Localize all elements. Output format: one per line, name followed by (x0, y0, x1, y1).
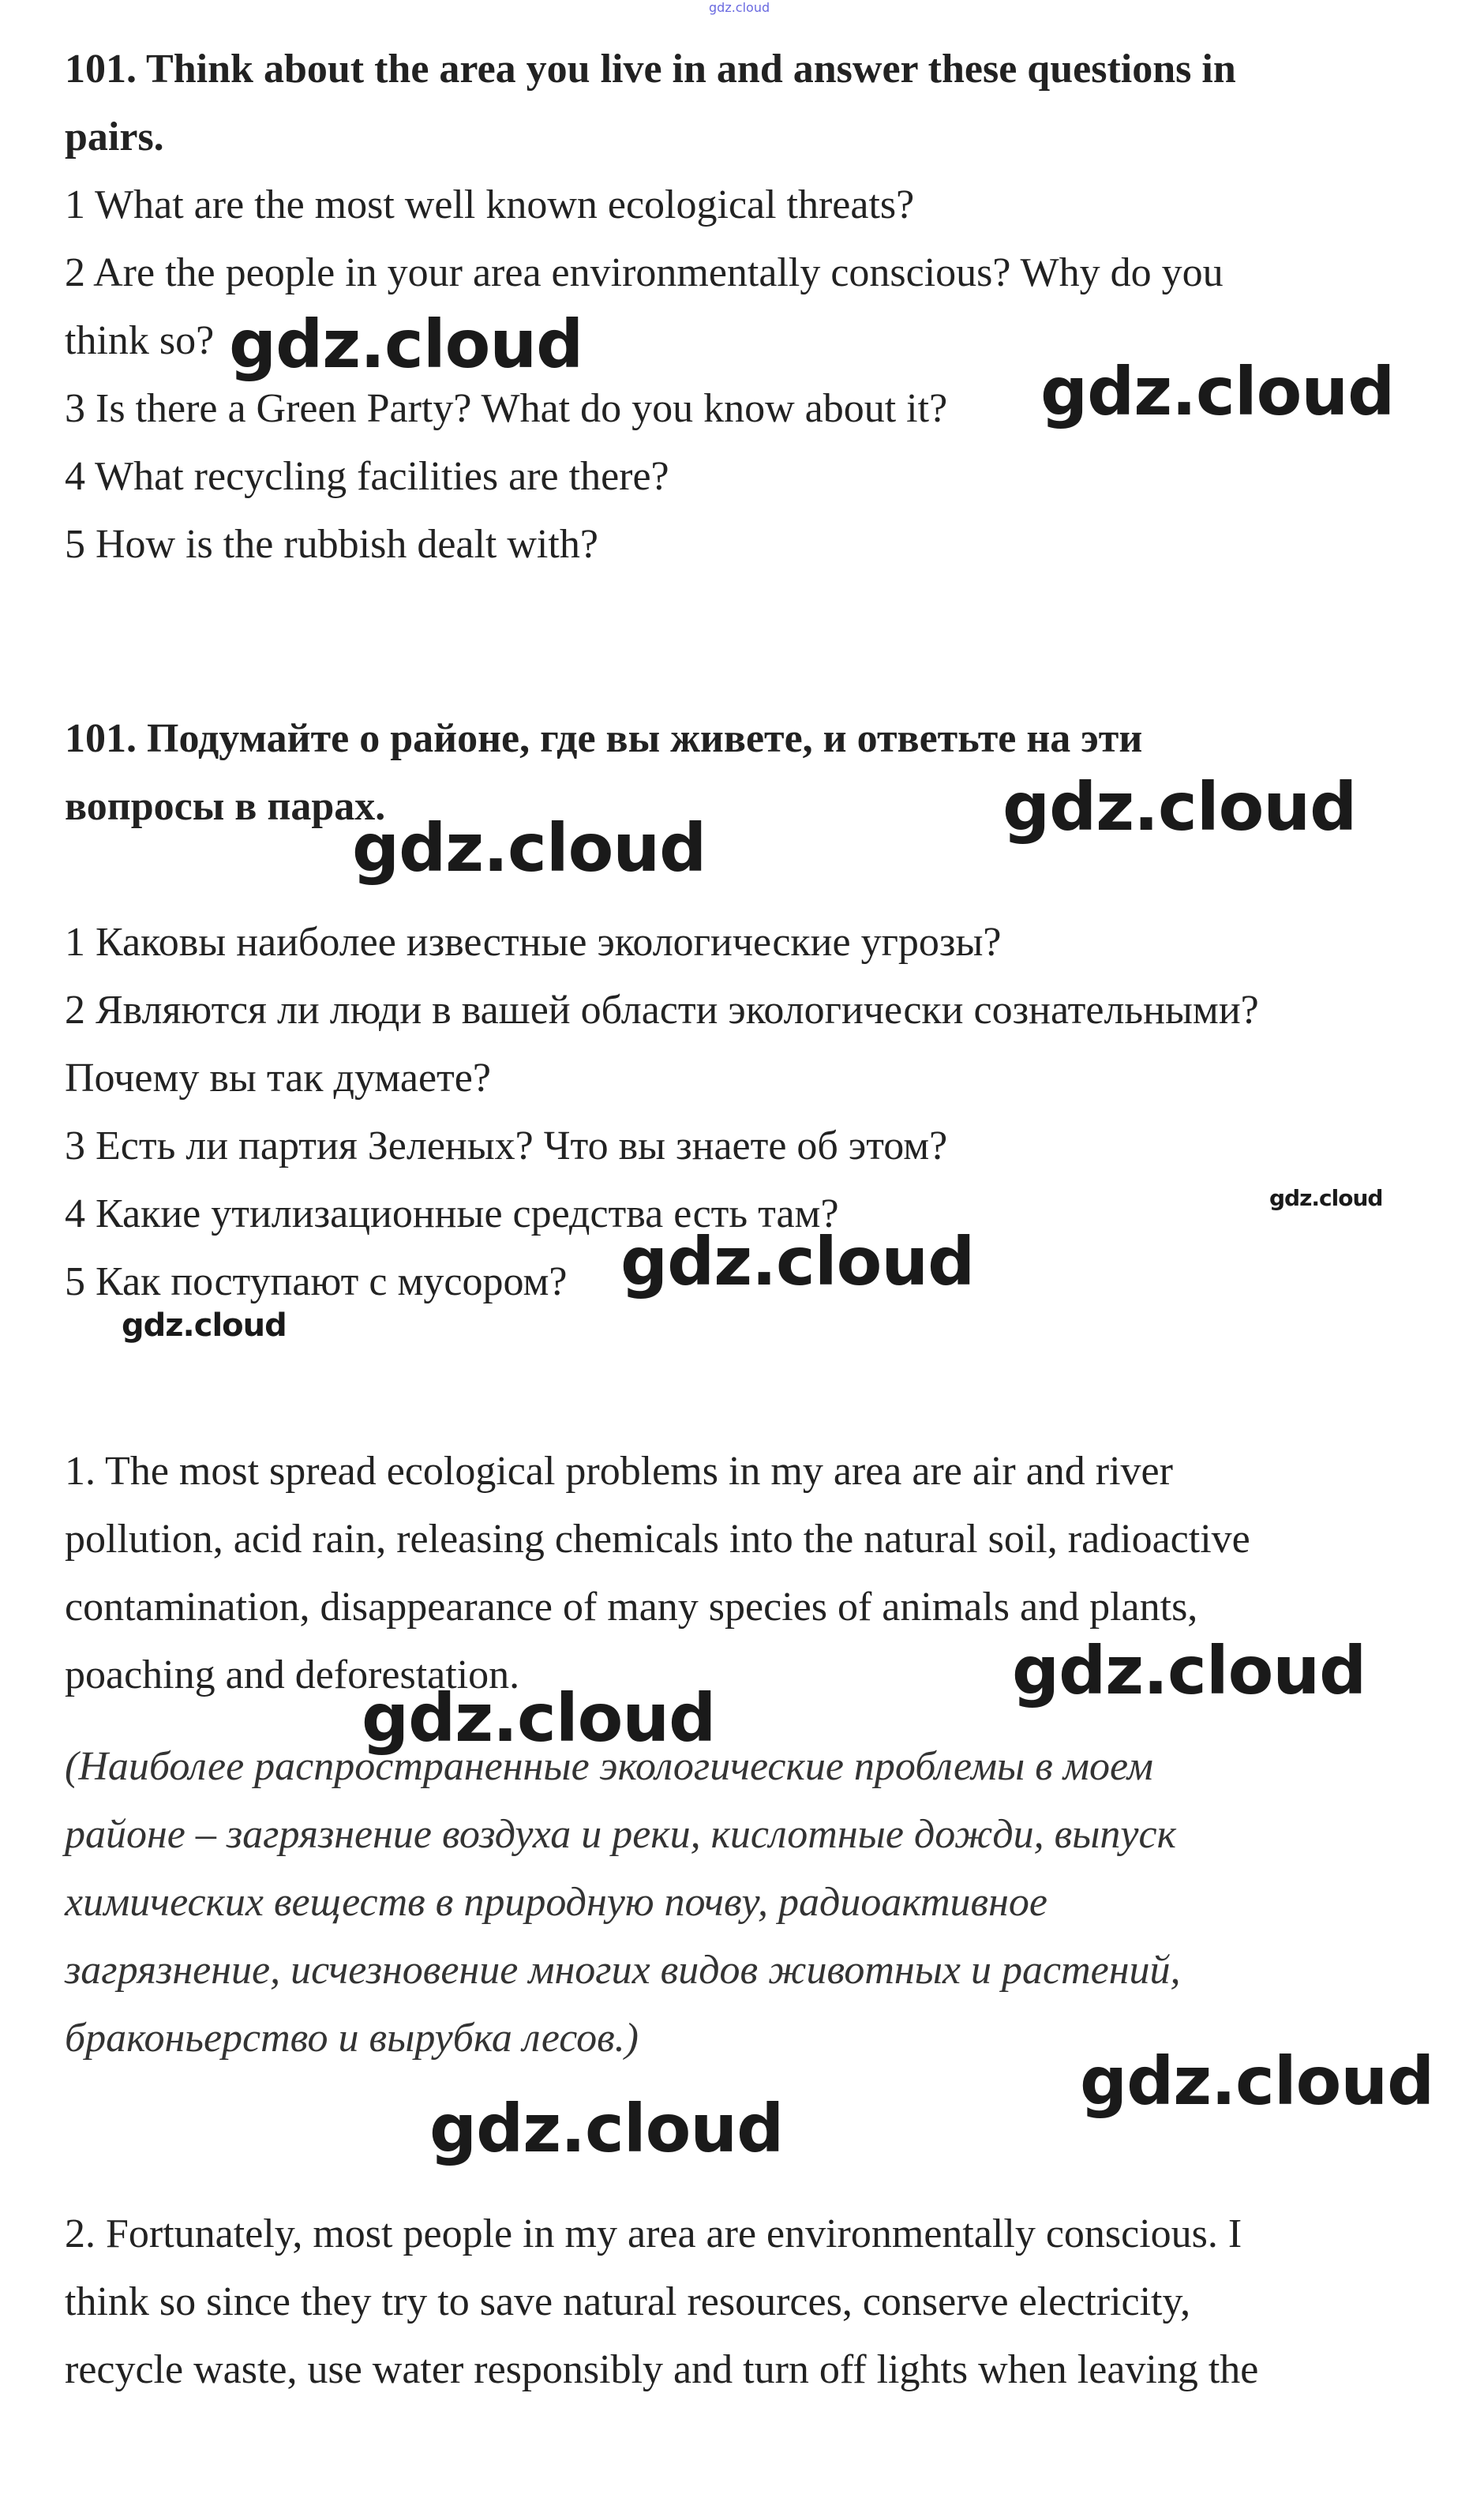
answer2-line3: recycle waste, use water responsibly and turn off lights when leaving the (65, 2347, 1259, 2392)
watermark: gdz.cloud (1012, 1632, 1366, 1709)
question-ru-1: 1 Каковы наиболее известные экологические угрозы? (65, 920, 1002, 965)
watermark: gdz.cloud (1002, 768, 1357, 846)
question-en-1: 1 What are the most well known ecological threats? (65, 182, 915, 227)
answer2-line1: 2. Fortunately, most people in my area are environmentally conscious. I (65, 2211, 1242, 2256)
answer1-translation-line3: химических веществ в природную почву, радиоактивное (65, 1880, 1047, 1925)
question-ru-2-line1: 2 Являются ли люди в вашей области экологически сознательными? (65, 988, 1259, 1033)
answer1-translation-line4: загрязнение, исчезновение многих видов животных и растений, (65, 1948, 1181, 1993)
watermark: gdz.cloud (429, 2090, 784, 2167)
question-en-5: 5 How is the rubbish dealt with? (65, 522, 598, 567)
answer1-line4: poaching and deforestation. (65, 1652, 520, 1697)
answer1-translation-line1: (Наиболее распространенные экологические проблемы в моем (65, 1744, 1153, 1789)
watermark: gdz.cloud (620, 1223, 975, 1300)
watermark: gdz.cloud (362, 1679, 716, 1757)
watermark: gdz.cloud (1269, 1185, 1383, 1211)
watermark: gdz.cloud (352, 809, 706, 887)
question-ru-2-line2: Почему вы так думаете? (65, 1056, 491, 1101)
question-ru-4: 4 Какие утилизационные средства есть там? (65, 1191, 839, 1236)
question-en-3: 3 Is there a Green Party? What do you know about it? (65, 386, 948, 431)
question-ru-3: 3 Есть ли партия Зеленых? Что вы знаете об этом? (65, 1123, 948, 1168)
watermark-top: gdz.cloud (709, 0, 770, 15)
watermark: gdz.cloud (1080, 2042, 1434, 2120)
task-title-en-line2: pairs. (65, 114, 164, 159)
watermark: gdz.cloud (229, 306, 583, 383)
task-title-ru-line1: 101. Подумайте о районе, где вы живете, и ответьте на эти (65, 716, 1143, 761)
answer2-line2: think so since they try to save natural resources, conserve electricity, (65, 2279, 1191, 2324)
question-en-4: 4 What recycling facilities are there? (65, 454, 669, 499)
answer1-translation-line2: районе – загрязнение воздуха и реки, кислотные дожди, выпуск (65, 1812, 1176, 1857)
answer1-line3: contamination, disappearance of many species of animals and plants, (65, 1585, 1198, 1630)
task-title-ru-line2: вопросы в парах. (65, 784, 386, 829)
answer1-translation-line5: браконьерство и вырубка лесов.) (65, 2016, 639, 2061)
task-title-en-line1: 101. Think about the area you live in and answer these questions in (65, 47, 1236, 92)
question-ru-5: 5 Как поступают с мусором? (65, 1259, 568, 1304)
question-en-2-line2: think so? (65, 318, 215, 363)
watermark: gdz.cloud (122, 1307, 287, 1344)
question-en-2-line1: 2 Are the people in your area environmentally conscious? Why do you (65, 250, 1224, 295)
answer1-line1: 1. The most spread ecological problems in my area are air and river (65, 1449, 1173, 1494)
answer1-line2: pollution, acid rain, releasing chemicals into the natural soil, radioactive (65, 1517, 1250, 1562)
watermark: gdz.cloud (1040, 353, 1395, 430)
